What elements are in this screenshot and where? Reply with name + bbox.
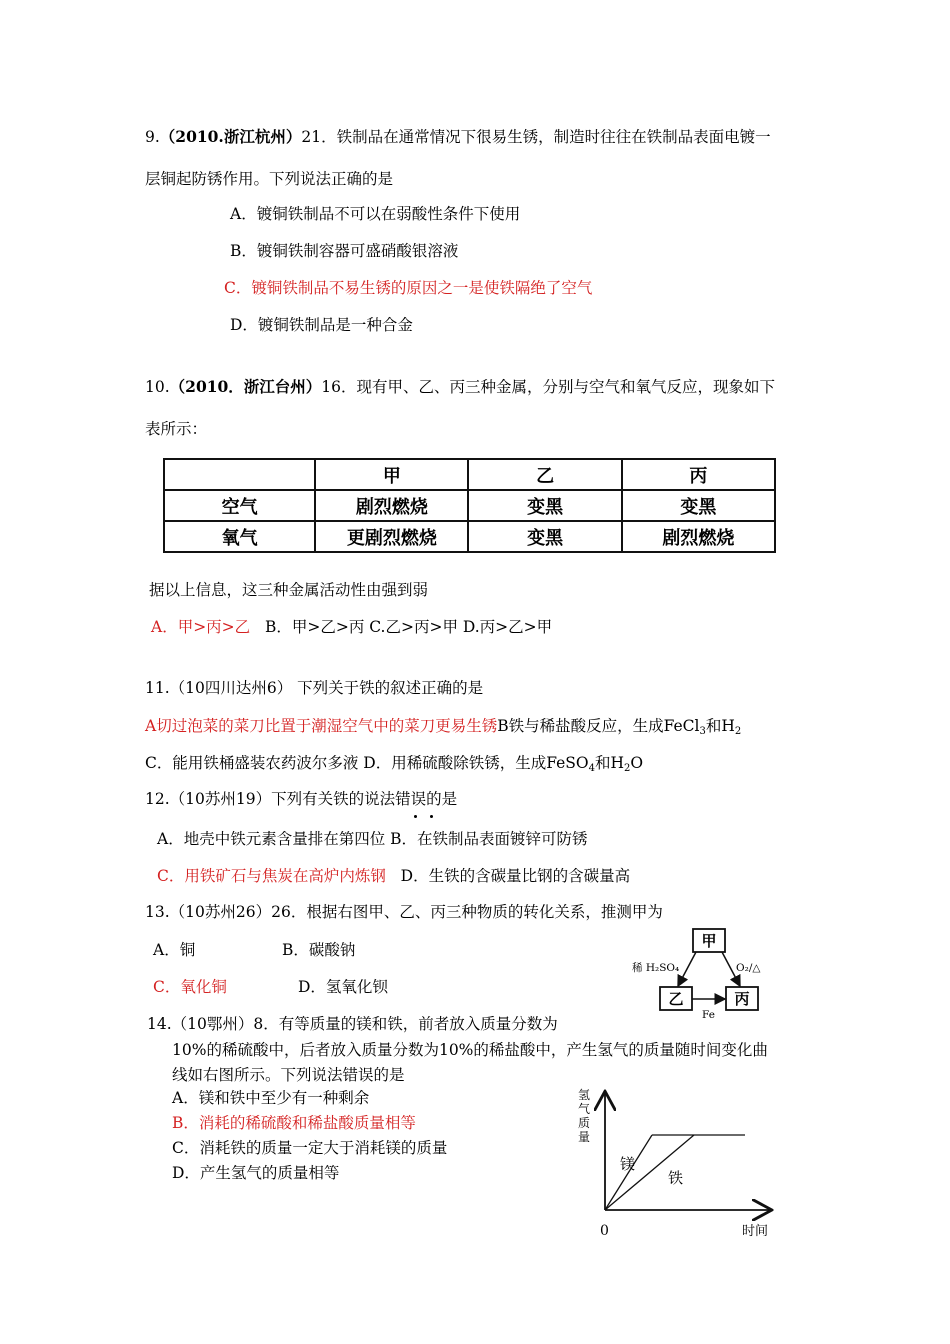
q10-line1: 10.（2010．浙江台州）16．现有甲、乙、丙三种金属，分别与空气和氧气反应，现象如下	[145, 377, 776, 396]
table-cell: 空气	[164, 490, 315, 521]
table-header-cell: 甲	[315, 459, 468, 490]
q13-option-b: B．碳酸钠	[282, 941, 356, 959]
emphasis-dot	[430, 815, 433, 818]
origin-label: 0	[600, 1223, 609, 1239]
mg-series-label: 镁	[620, 1155, 636, 1173]
table-cell: 变黑	[622, 490, 775, 521]
q14-line3: 线如右图所示。下列说法错误的是	[172, 1066, 405, 1084]
table-row	[164, 521, 775, 552]
q13-option-c: C．氧化铜	[153, 978, 227, 996]
q11-line1: 11.（10四川达州6） 下列关于铁的叙述正确的是	[145, 679, 484, 697]
ylabel-char: 质	[578, 1116, 591, 1130]
node-jia: 甲	[701, 932, 717, 950]
q13-option-a: A．铜	[153, 941, 196, 959]
q10-answer-rest: B．甲>乙>丙 C.乙>丙>甲 D.丙>乙>甲	[264, 618, 553, 636]
q14-hydrogen-graph	[570, 1082, 785, 1244]
node-bing: 丙	[734, 990, 750, 1008]
label-o2-heat: O₂/△	[736, 962, 761, 974]
node-yi: 乙	[668, 990, 684, 1008]
arrow-jia-to-yi	[678, 952, 696, 986]
q12-options-cd	[157, 866, 630, 886]
q10-answers	[151, 617, 552, 637]
q10-answer-a: A．甲>丙>乙	[151, 618, 251, 636]
q9-option-d: D．镀铜铁制品是一种合金	[230, 316, 413, 334]
q12-option-c: C．用铁矿石与焦炭在高炉内炼钢	[157, 867, 386, 885]
q9-line1: 9.（2010.浙江杭州）21．铁制品在通常情况下很易生锈，制造时往往在铁制品表面电镀一	[145, 127, 771, 146]
table-row	[164, 490, 775, 521]
ylabel-char: 量	[578, 1130, 591, 1144]
table-cell: 剧烈燃烧	[622, 521, 775, 552]
q14-option-b: B．消耗的稀硫酸和稀盐酸质量相等	[172, 1114, 416, 1132]
q11-option-b: B铁与稀盐酸反应，生成FeCl$_3$和$H_2$	[497, 717, 742, 737]
q14-option-c: C．消耗铁的质量一定大于消耗镁的质量	[172, 1139, 448, 1157]
q13-option-d: D．氢氧化钡	[298, 978, 388, 996]
label-fe: Fe	[702, 1009, 715, 1021]
q12-line1: 12.（10苏州19）下列有关铁的说法错误的是	[145, 790, 458, 808]
q13-line1: 13.（10苏州26）26．根据右图甲、乙、丙三种物质的转化关系，推测甲为	[145, 903, 663, 921]
q10-table	[163, 458, 776, 553]
xlabel: 时间	[742, 1224, 769, 1239]
table-cell: 氧气	[164, 521, 315, 552]
q10-info: 据以上信息，这三种金属活动性由强到弱	[149, 581, 429, 599]
q9-option-b: B．镀铜铁制容器可盛硝酸银溶液	[230, 242, 459, 260]
q14-option-d: D．产生氢气的质量相等	[172, 1164, 340, 1182]
q11-line3: C．能用铁桶盛装农药波尔多液 D．用稀硫酸除铁锈，生成FeSO$_4$和$H_2O$	[145, 754, 644, 774]
table-cell: 剧烈燃烧	[315, 490, 468, 521]
q14-line1: 14.（10鄂州）8．有等质量的镁和铁，前者放入质量分数为	[147, 1015, 558, 1033]
table-cell: 更剧烈燃烧	[315, 521, 468, 552]
table-cell: 变黑	[468, 521, 621, 552]
q11-line2	[145, 716, 741, 736]
q14-option-a: A．镁和铁中至少有一种剩余	[172, 1089, 370, 1107]
ylabel-char: 气	[578, 1102, 591, 1116]
q9-line2: 层铜起防锈作用。下列说法正确的是	[145, 170, 394, 188]
q9-option-c: C．镀铜铁制品不易生锈的原因之一是使铁隔绝了空气	[224, 279, 593, 297]
q10-line2: 表所示：	[145, 420, 208, 438]
emphasis-dot	[414, 815, 417, 818]
table-row	[164, 459, 775, 490]
q13-conversion-diagram	[626, 924, 786, 1022]
table-cell: 变黑	[468, 490, 621, 521]
table-header-cell: 乙	[468, 459, 621, 490]
ylabel-char: 氢	[578, 1088, 591, 1102]
q11-option-a: A切过泡菜的菜刀比置于潮湿空气中的菜刀更易生锈	[145, 717, 498, 735]
q12-options-ab: A．地壳中铁元素含量排在第四位 B．在铁制品表面镀锌可防锈	[157, 830, 588, 848]
label-dilute-h2so4: 稀 H₂SO₄	[632, 962, 680, 974]
table-header-cell: 丙	[622, 459, 775, 490]
fe-series-label: 铁	[668, 1169, 684, 1187]
table-header-cell	[164, 459, 315, 490]
q14-line2: 10%的稀硫酸中，后者放入质量分数为10%的稀盐酸中，产生氢气的质量随时间变化曲	[172, 1041, 768, 1059]
q12-option-d: D．生铁的含碳量比钢的含碳量高	[400, 867, 631, 885]
q9-option-a: A．镀铜铁制品不可以在弱酸性条件下使用	[230, 205, 521, 223]
